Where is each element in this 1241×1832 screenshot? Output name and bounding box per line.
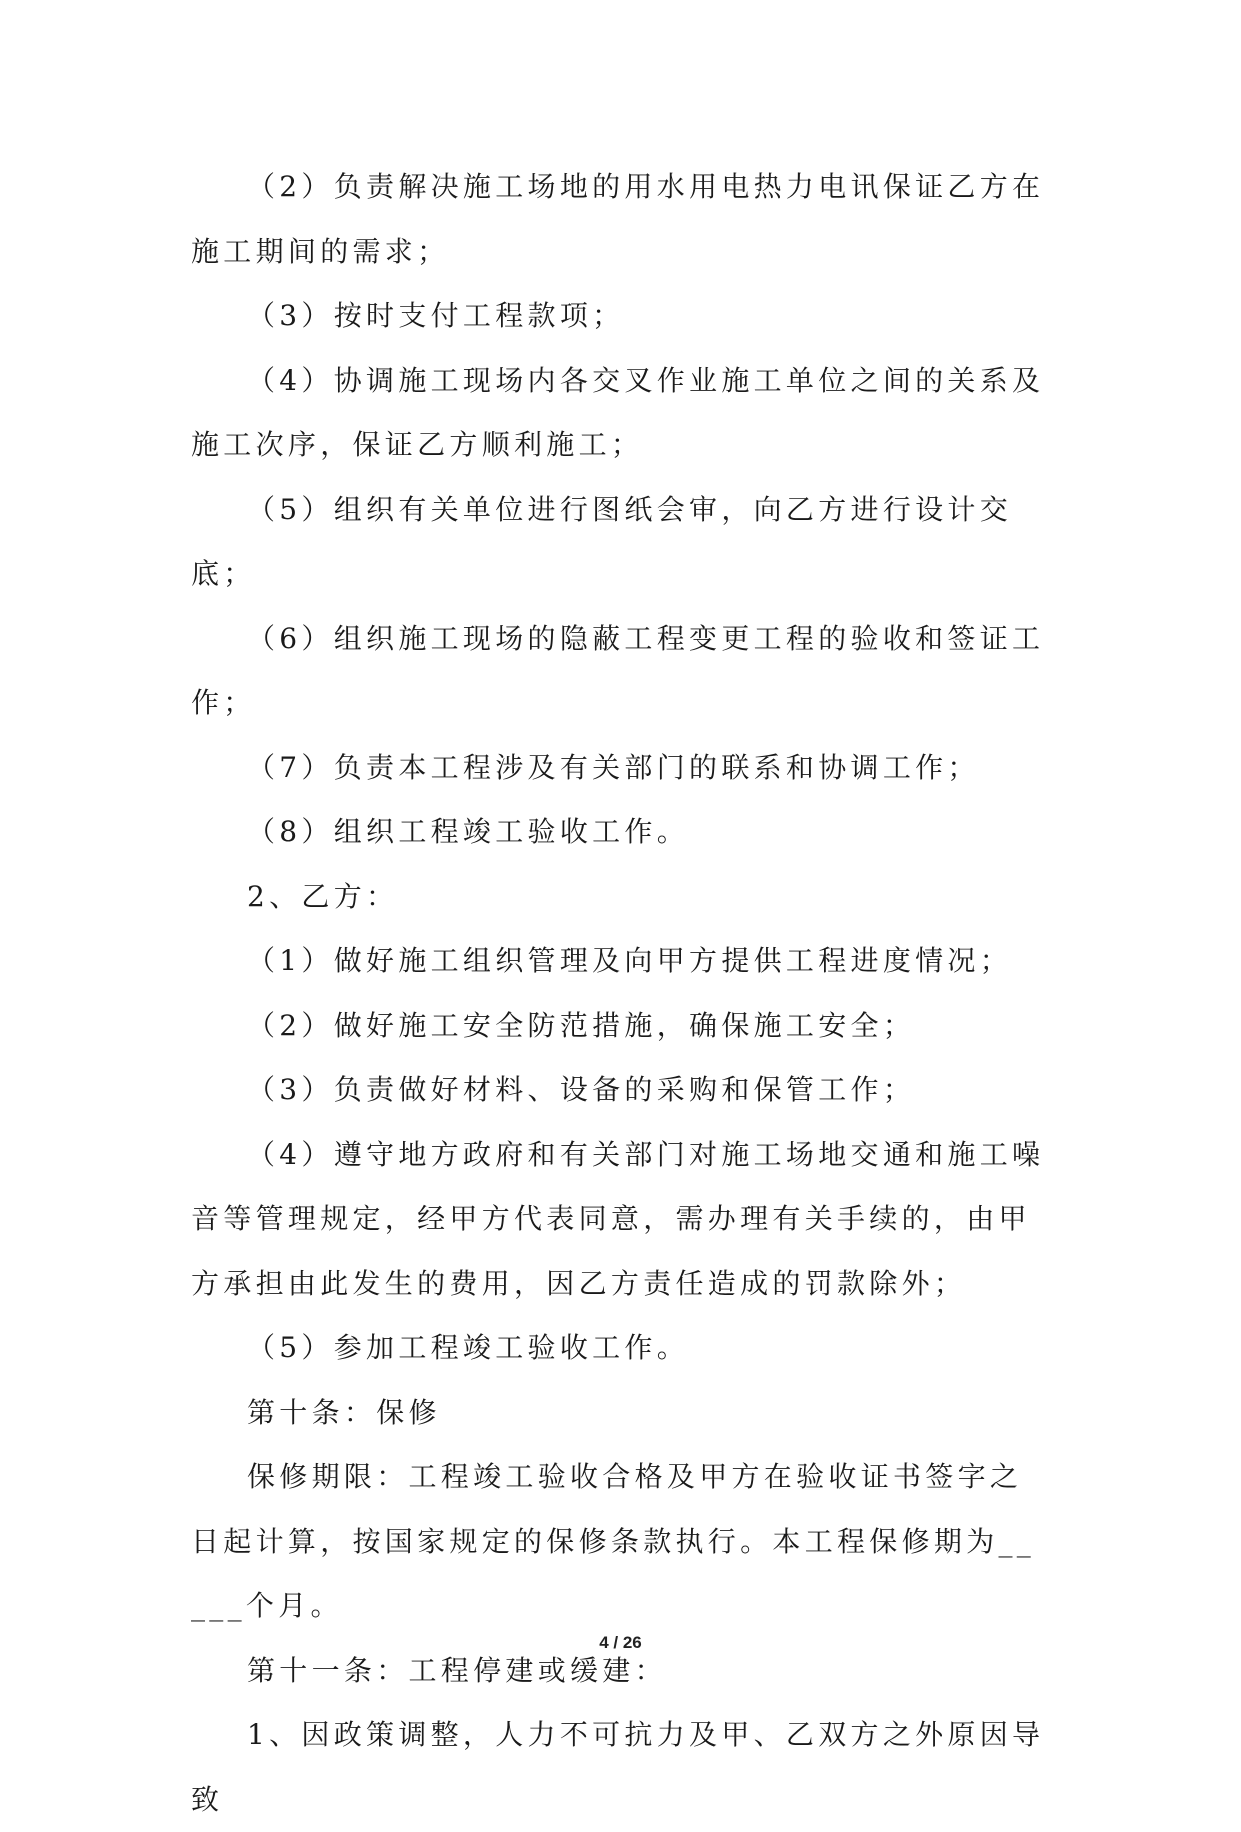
paragraph-b2-safety: （2）做好施工安全防范措施，确保施工安全； bbox=[247, 1008, 916, 1042]
paragraph-a6-acceptance: （6）组织施工现场的隐蔽工程变更工程的验收和签证工作； bbox=[191, 621, 1045, 719]
document-body bbox=[191, 155, 1053, 1832]
paragraph-article-11-heading: 第十一条：工程停建或缓建： bbox=[247, 1653, 667, 1687]
paragraph-warranty-period: 保修期限：工程竣工验收合格及甲方在验收证书签字之日起计算，按国家规定的保修条款执行。本工程保修期为_____个月。 bbox=[191, 1460, 1036, 1622]
paragraph-a8-completion: （8）组织工程竣工验收工作。 bbox=[247, 815, 690, 848]
page-number: 4 / 26 bbox=[599, 1633, 642, 1652]
paragraph-policy-adjustment: 1、因政策调整，人力不可抗力及甲、乙双方之外原因导致 bbox=[191, 1718, 1045, 1816]
paragraph-party-b-heading: 2、乙方： bbox=[247, 879, 399, 913]
paragraph-b5-acceptance: （5）参加工程竣工验收工作。 bbox=[247, 1331, 690, 1364]
paragraph-a2-water-power: （2）负责解决施工场地的用水用电热力电讯保证乙方在施工期间的需求； bbox=[191, 170, 1045, 268]
paragraph-b4-regulations: （4）遵守地方政府和有关部门对施工场地交通和施工噪音等管理规定，经甲方代表同意，需办理有关手续的，由甲方承担由此发生的费用，因乙方责任造成的罚款除外； bbox=[191, 1137, 1045, 1300]
paragraph-b3-procurement: （3）负责做好材料、设备的采购和保管工作； bbox=[247, 1073, 916, 1106]
paragraph-b1-management: （1）做好施工组织管理及向甲方提供工程进度情况； bbox=[247, 944, 1013, 977]
paragraph-a7-liaison: （7）负责本工程涉及有关部门的联系和协调工作； bbox=[247, 750, 980, 784]
paragraph-a4-coordination: （4）协调施工现场内各交叉作业施工单位之间的关系及施工次序，保证乙方顺利施工； bbox=[191, 363, 1045, 461]
paragraph-article-10-heading: 第十条：保修 bbox=[247, 1395, 441, 1429]
paragraph-a3-payment: （3）按时支付工程款项； bbox=[247, 299, 625, 332]
paragraph-a5-drawing-review: （5）组织有关单位进行图纸会审，向乙方进行设计交底； bbox=[191, 492, 1013, 590]
